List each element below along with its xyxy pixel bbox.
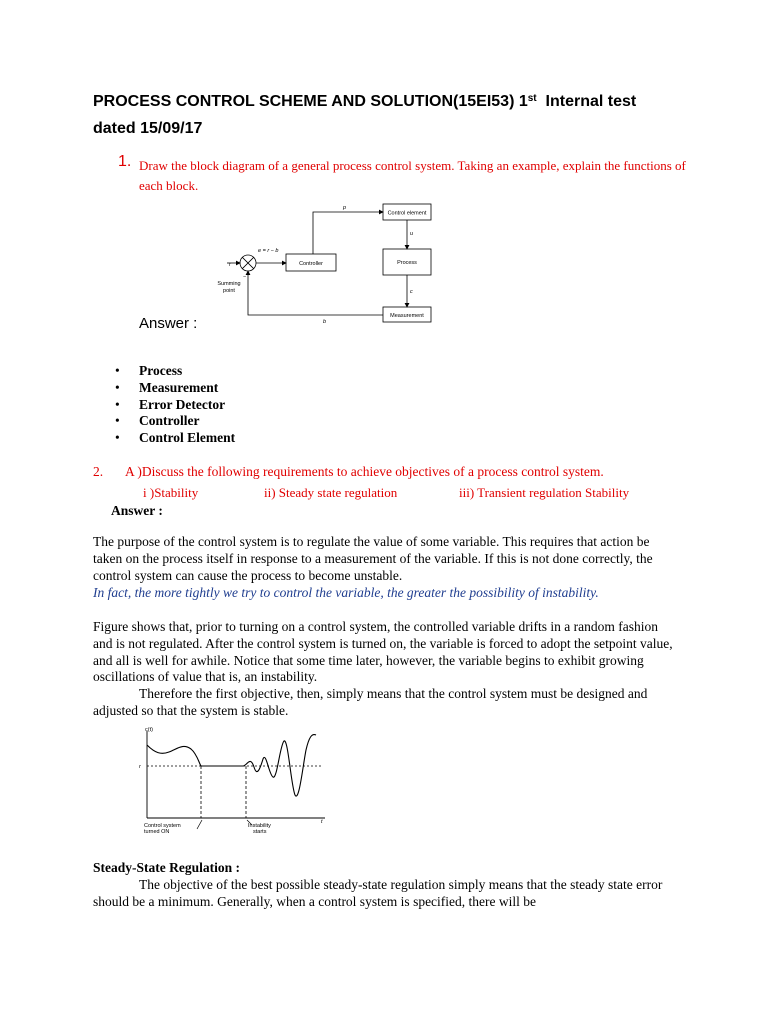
list-item: • Process (115, 363, 235, 380)
setpoint-label: r (139, 764, 141, 770)
option-steady-state: ii) Steady state regulation (264, 485, 398, 500)
option-transient: iii) Transient regulation Stability (459, 485, 630, 500)
annotation-instability-1: Instability (248, 823, 271, 829)
list-item: • Error Detector (115, 397, 235, 414)
signal-u-label: u (410, 231, 414, 237)
steady-state-heading: Steady-State Regulation : (93, 860, 240, 875)
title-sup: st (527, 93, 537, 104)
process-label: Process (397, 260, 417, 266)
x-axis-label: t (321, 819, 323, 825)
annotation-control-on-1: Control system (144, 823, 181, 829)
paragraph-instability-note: In fact, the more tightly we try to control the variable, the greater the possibility of instability. (93, 585, 599, 600)
question-1-text: Draw the block diagram of a general process control system. Taking an example, explain the functions of each block. (139, 158, 686, 193)
components-list (115, 363, 235, 447)
response-curve (147, 735, 316, 797)
question-1-number: 1. (118, 153, 132, 170)
question-2 (93, 464, 604, 480)
signal-r-label: r (229, 262, 231, 268)
summing-point-label-2: point (223, 288, 235, 294)
signal-b-label: b (323, 319, 327, 325)
signal-p-label: p (343, 205, 347, 211)
minus-sign-label: − (243, 274, 247, 280)
process-control-block-diagram (215, 197, 440, 330)
paragraph-purpose: The purpose of the control system is to regulate the value of some variable. This requires that action be taken on the process itself in response to a measurement of the variable. If this is not done correctly, the control system can cause the process to become unstable. (93, 534, 653, 583)
controller-label: Controller (299, 261, 323, 267)
signal-c-label: c (410, 289, 413, 295)
steady-state-paragraph: The objective of the best possible steady-state regulation simply means that the steady state error should be a minimum. Generally, when a control system is specified, there will be (93, 877, 663, 909)
title-date: dated 15/09/17 (93, 120, 203, 137)
list-item: • Controller (115, 413, 235, 430)
answer-2-label: Answer : (111, 503, 163, 518)
option-stability: i )Stability (143, 485, 199, 500)
y-axis-label: c(t) (145, 727, 153, 733)
error-equation-label: e = r − b (258, 248, 279, 254)
annotation-control-on-2: turned ON (144, 829, 170, 835)
paragraph-figure: Figure shows that, prior to turning on a control system, the controlled variable drifts in a random fashion and is not regulated. After the control system is turned on, the variable is forced to adopt the setpoint value, and all is well for awhile. Notice that some time later, however, the variable begins to exhibit growing oscillations of value that is, an instability. (93, 619, 673, 685)
measurement-label: Measurement (390, 313, 424, 319)
annotation-instability-2: starts (253, 829, 267, 835)
summing-point-label-1: Summing (217, 281, 241, 287)
question-2-text: A )Discuss the following requirements to achieve objectives of a process control system. (125, 464, 604, 479)
control-element-label: Control element (387, 210, 427, 217)
stability-response-chart (135, 725, 330, 837)
title-main: PROCESS CONTROL SCHEME AND SOLUTION(15EI53) 1 (93, 93, 528, 110)
list-item: • Measurement (115, 380, 235, 397)
answer-1-label: Answer : (139, 315, 198, 332)
paragraph-first-objective: Therefore the first objective, then, simply means that the control system must be designed and adjusted so that the system is stable. (93, 686, 648, 718)
question-2-number: 2. (93, 464, 104, 479)
page-title (93, 88, 693, 142)
title-rest: Internal test (545, 93, 637, 110)
list-item: • Control Element (115, 430, 235, 447)
